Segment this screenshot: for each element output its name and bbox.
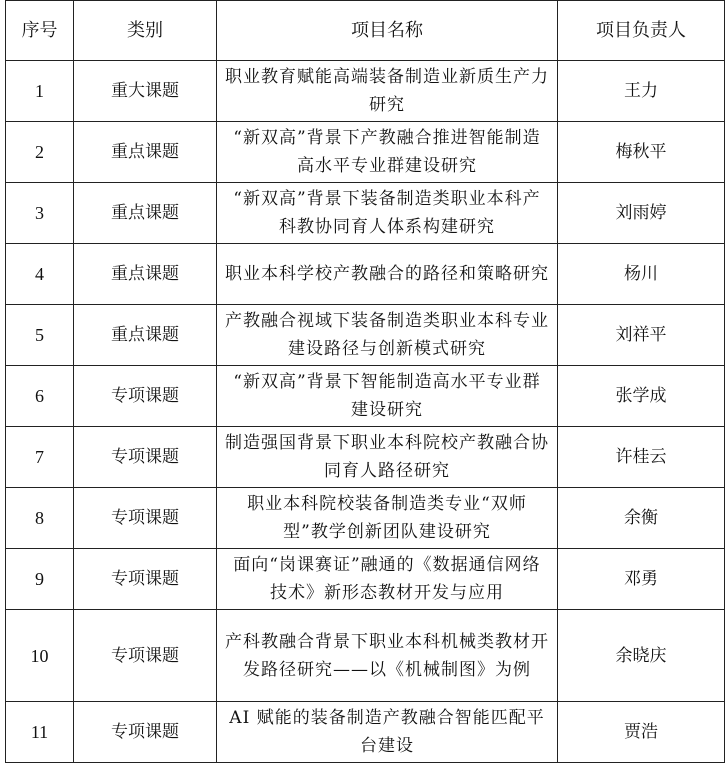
row-project-name: 面向“岗课赛证”融通的《数据通信网络技术》新形态教材开发与应用 (217, 549, 558, 610)
row-leader: 张学成 (558, 366, 725, 427)
row-category: 专项课题 (74, 366, 217, 427)
row-seq: 3 (6, 183, 74, 244)
header-leader: 项目负责人 (558, 1, 725, 61)
header-category: 类别 (74, 1, 217, 61)
table-row (6, 610, 725, 702)
row-leader: 刘祥平 (558, 305, 725, 366)
row-leader: 刘雨婷 (558, 183, 725, 244)
row-category: 重大课题 (74, 61, 217, 122)
row-leader: 许桂云 (558, 427, 725, 488)
row-seq: 9 (6, 549, 74, 610)
row-seq: 2 (6, 122, 74, 183)
row-project-name: 产科教融合背景下职业本科机械类教材开发路径研究——以《机械制图》为例 (217, 610, 558, 702)
row-seq: 1 (6, 61, 74, 122)
row-project-name: “新双高”背景下产教融合推进智能制造高水平专业群建设研究 (217, 122, 558, 183)
row-project-name: 职业本科院校装备制造类专业“双师型”教学创新团队建设研究 (217, 488, 558, 549)
row-leader: 余晓庆 (558, 610, 725, 702)
table-row (6, 488, 725, 549)
table-row (6, 427, 725, 488)
row-project-name: 制造强国背景下职业本科院校产教融合协同育人路径研究 (217, 427, 558, 488)
row-leader: 余衡 (558, 488, 725, 549)
table-row (6, 244, 725, 305)
header-project-name: 项目名称 (217, 1, 558, 61)
row-project-name: “新双高”背景下智能制造高水平专业群建设研究 (217, 366, 558, 427)
table-row (6, 122, 725, 183)
row-category: 重点课题 (74, 122, 217, 183)
row-category: 重点课题 (74, 244, 217, 305)
row-seq: 11 (6, 702, 74, 763)
row-category: 专项课题 (74, 488, 217, 549)
table-row (6, 702, 725, 763)
row-leader: 贾浩 (558, 702, 725, 763)
row-project-name: AI 赋能的装备制造产教融合智能匹配平台建设 (217, 702, 558, 763)
row-category: 专项课题 (74, 427, 217, 488)
row-category: 专项课题 (74, 549, 217, 610)
row-leader: 邓勇 (558, 549, 725, 610)
row-project-name: “新双高”背景下装备制造类职业本科产科教协同育人体系构建研究 (217, 183, 558, 244)
row-seq: 8 (6, 488, 74, 549)
row-project-name: 产教融合视域下装备制造类职业本科专业建设路径与创新模式研究 (217, 305, 558, 366)
table-row (6, 366, 725, 427)
header-row (6, 1, 725, 61)
row-project-name: 职业教育赋能高端装备制造业新质生产力研究 (217, 61, 558, 122)
row-seq: 10 (6, 610, 74, 702)
row-category: 专项课题 (74, 610, 217, 702)
header-seq: 序号 (6, 1, 74, 61)
row-leader: 王力 (558, 61, 725, 122)
row-seq: 5 (6, 305, 74, 366)
row-project-name: 职业本科学校产教融合的路径和策略研究 (217, 244, 558, 305)
table-row (6, 183, 725, 244)
row-category: 重点课题 (74, 305, 217, 366)
project-table (5, 0, 725, 763)
table-row (6, 305, 725, 366)
row-seq: 4 (6, 244, 74, 305)
row-category: 重点课题 (74, 183, 217, 244)
row-leader: 杨川 (558, 244, 725, 305)
row-leader: 梅秋平 (558, 122, 725, 183)
row-seq: 7 (6, 427, 74, 488)
table-row (6, 61, 725, 122)
row-category: 专项课题 (74, 702, 217, 763)
table-row (6, 549, 725, 610)
row-seq: 6 (6, 366, 74, 427)
